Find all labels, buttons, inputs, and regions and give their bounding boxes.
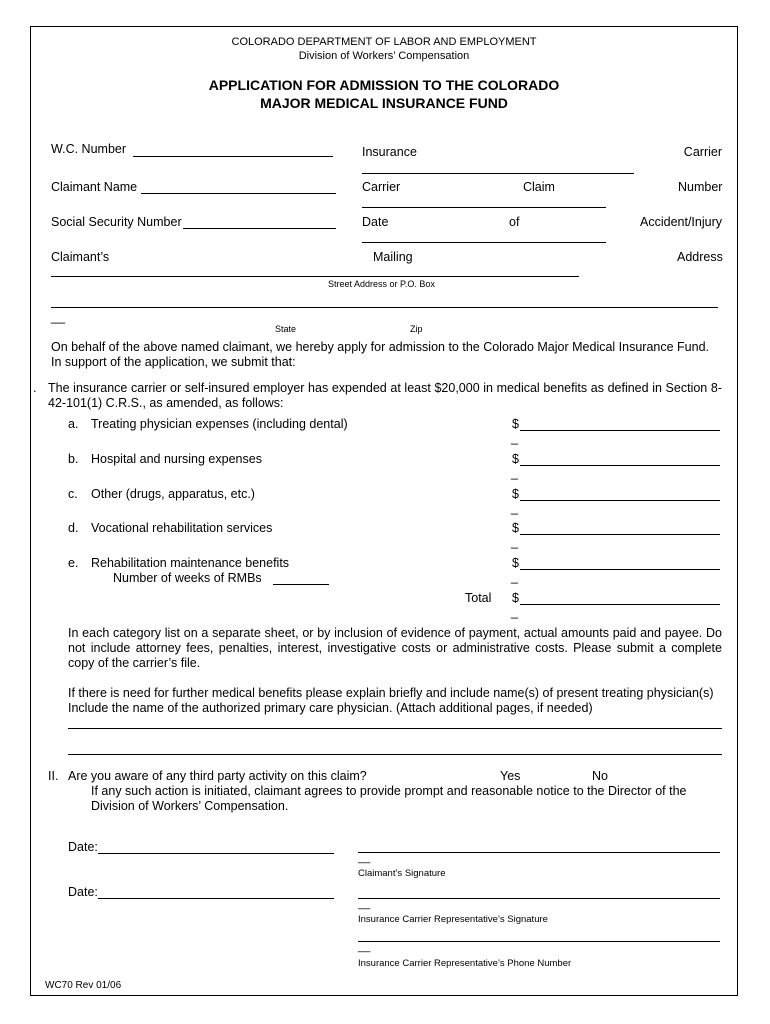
item-d-overflow-mark: _ (511, 535, 518, 549)
wc-number-label: W.C. Number (51, 142, 127, 156)
item-d-label: Vocational rehabilitation services (91, 521, 273, 535)
yes-option[interactable] (500, 769, 520, 783)
item-e-letter: e. (68, 556, 79, 570)
item-e-label: Rehabilitation maintenance benefits (91, 556, 290, 570)
rep-phone-field[interactable] (358, 941, 720, 942)
ssn-label: Social Security Number (51, 215, 182, 229)
mailing-label: Mailing (373, 250, 413, 264)
street-address-field[interactable] (51, 276, 579, 277)
date-field-2[interactable] (98, 898, 334, 899)
accident-date-field[interactable] (362, 242, 606, 243)
total-label: Total (465, 591, 492, 605)
field-overflow-mark: __ (51, 310, 65, 324)
carrier-claim-label: Carrier (362, 180, 401, 194)
item-b-label: Hospital and nursing expenses (91, 452, 262, 466)
division-name: Division of Workers’ Compensation (298, 50, 470, 62)
form-id: WC70 Rev 01/06 (45, 980, 122, 991)
claimant-name-label: Claimant Name (51, 180, 138, 194)
date-label-1: Date: (68, 840, 98, 854)
third-party-question: Are you aware of any third party activity on this claim? (68, 769, 367, 783)
zip-hint: Zip (410, 324, 423, 334)
date-field-1[interactable] (98, 853, 334, 854)
section-one-marker: . (33, 381, 37, 395)
item-c-dollar: $ (512, 487, 519, 501)
claimants-label: Claimant’s (51, 250, 110, 264)
item-b-amount-field[interactable] (520, 465, 720, 466)
item-d-letter: d. (68, 521, 79, 535)
item-b-letter: b. (68, 452, 79, 466)
no-label: No (592, 769, 608, 783)
item-a-amount-field[interactable] (520, 430, 720, 431)
agency-name: COLORADO DEPARTMENT OF LABOR AND EMPLOYMENT (231, 36, 537, 48)
rep-signature-field[interactable] (358, 898, 720, 899)
date-label-2: Date: (68, 885, 98, 899)
rep-phone-overflow-mark: __ (358, 941, 371, 953)
of-label: of (509, 215, 520, 229)
claimant-signature-label: Claimant’s Signature (358, 868, 446, 879)
rep-phone-label: Insurance Carrier Representative’s Phone Number (358, 958, 572, 969)
form-title-line2: MAJOR MEDICAL INSURANCE FUND (260, 95, 508, 111)
third-party-notice: If any such action is initiated, claimant agrees to provide prompt and reasonable notice to the Director of the Division of Workers’ Compensation. (91, 784, 687, 813)
item-e-amount-field[interactable] (520, 569, 720, 570)
item-c-amount-field[interactable] (520, 500, 720, 501)
item-a-overflow-mark: _ (511, 431, 518, 445)
intro-paragraph: On behalf of the above named claimant, we hereby apply for admission to the Colorado Major Medical Insurance Fund. In support of the application, we submit that: (51, 340, 710, 369)
address-label: Address (677, 250, 723, 264)
wc-number-field[interactable] (133, 156, 333, 157)
total-amount-field[interactable] (520, 604, 720, 605)
insurance-carrier-row (362, 145, 722, 159)
item-a-label: Treating physician expenses (including dental) (91, 417, 348, 431)
claimant-name-field[interactable] (141, 193, 336, 194)
item-c-overflow-mark: _ (511, 501, 518, 515)
item-c-label: Other (drugs, apparatus, etc.) (91, 487, 255, 501)
no-option[interactable] (592, 769, 608, 783)
item-e-dollar: $ (512, 556, 519, 570)
further-benefits-text: If there is need for further medical benefits please explain briefly and include name(s) of present treating physician(s) Include the name of the authorized primary care physician. (Attach additional pages, if needed) (68, 686, 714, 715)
item-e-overflow-mark: _ (511, 570, 518, 584)
item-d-amount-field[interactable] (520, 534, 720, 535)
carrier-claim-number-field[interactable] (362, 207, 606, 208)
item-d-dollar: $ (512, 521, 519, 535)
claimant-sig-overflow-mark: __ (358, 852, 371, 864)
further-benefits-line-1[interactable] (68, 728, 722, 729)
item-b-dollar: $ (512, 452, 519, 466)
total-dollar: $ (512, 591, 519, 605)
insurance-label: Insurance (362, 145, 417, 159)
further-benefits-line-2[interactable] (68, 754, 722, 755)
form-title-line1: APPLICATION FOR ADMISSION TO THE COLORADO (208, 77, 560, 93)
item-a-letter: a. (68, 417, 79, 431)
city-state-zip-field[interactable] (51, 307, 718, 308)
accident-injury-label: Accident/Injury (640, 215, 722, 229)
claimant-signature-field[interactable] (358, 852, 720, 853)
weeks-rmb-label: Number of weeks of RMBs (113, 571, 262, 585)
date-label: Date (362, 215, 389, 229)
item-a-dollar: $ (512, 417, 519, 431)
rep-sig-overflow-mark: __ (358, 898, 371, 910)
number-label: Number (678, 180, 723, 194)
street-address-hint: Street Address or P.O. Box (328, 279, 435, 289)
yes-label: Yes (500, 769, 521, 783)
section-two-numeral: II. (48, 769, 59, 783)
section-one-text: The insurance carrier or self-insured employer has expended at least $20,000 in medical benefits as defined in Section 8-42-101(1) C.R.S., as amended, as follows: (48, 381, 722, 410)
item-c-letter: c. (68, 487, 78, 501)
form-border (30, 26, 738, 996)
total-overflow-mark: _ (511, 605, 518, 619)
weeks-rmb-field[interactable] (273, 584, 329, 585)
ssn-field[interactable] (183, 228, 336, 229)
rep-signature-label: Insurance Carrier Representative’s Signature (358, 914, 548, 925)
carrier-label: Carrier (683, 145, 722, 159)
claim-label: Claim (523, 180, 555, 194)
item-b-overflow-mark: _ (511, 466, 518, 480)
insurance-carrier-field[interactable] (362, 173, 634, 174)
state-hint: State (275, 324, 297, 334)
category-note: In each category list on a separate sheet, or by inclusion of evidence of payment, actual amounts paid and payee. Do not include attorney fees, penalties, interest, investigative costs or administrative costs. Please submit a complete copy of the carrier’s file. (68, 626, 722, 670)
